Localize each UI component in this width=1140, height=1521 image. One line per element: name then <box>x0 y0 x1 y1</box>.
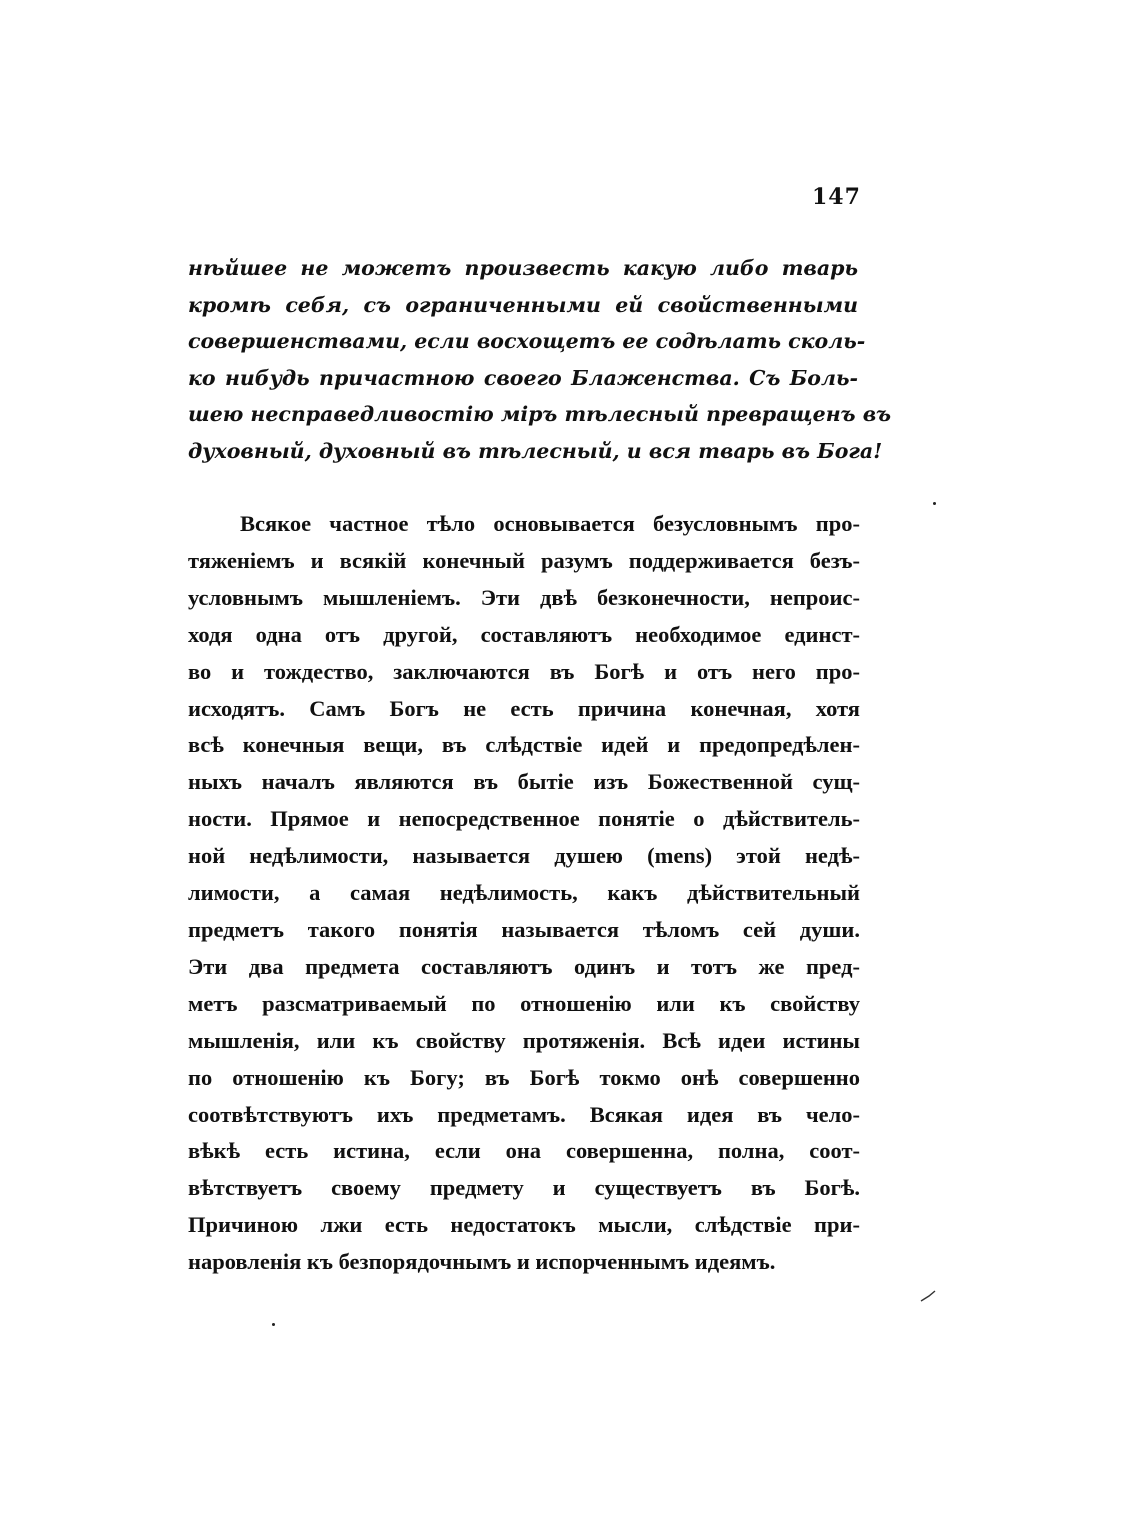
text-line: всѣ конечныя вещи, въ слѣдствіе идей и предопредѣлен- <box>188 732 860 758</box>
text-line: тяженіемъ и всякій конечный разумъ поддерживается безъ- <box>188 547 860 573</box>
scan-speck <box>272 1323 275 1326</box>
scan-mark-icon <box>920 1290 936 1302</box>
text-line: Причиною лжи есть недостатокъ мысли, слѣдствіе при- <box>188 1212 860 1238</box>
text-line: условнымъ мышленіемъ. Эти двѣ безконечности, непроис- <box>188 584 860 610</box>
text-line: мышленія, или къ свойству протяженія. Всѣ идеи истины <box>188 1027 860 1053</box>
text-line: во и тождество, заключаются въ Богѣ и отъ него про- <box>188 658 860 684</box>
text-line: духовный, духовный въ тѣлесный, и вся тварь въ Бога! <box>188 438 883 463</box>
text-line: кромѣ себя, съ ограниченными ей свойственными <box>188 292 858 317</box>
text-line: ходя одна отъ другой, составляютъ необходимое единст- <box>188 621 860 647</box>
text-line: Всякое частное тѣло основывается безусловнымъ про- <box>240 511 860 536</box>
italic-paragraph <box>188 250 892 469</box>
text-line: наровленія къ безпорядочнымъ и испорченнымъ идеямъ. <box>188 1249 776 1275</box>
text-line: ко нибудь причастною своего Блаженства. Съ Боль- <box>188 365 858 390</box>
text-line: совершенствами, если восхощетъ ее содѣлать сколь- <box>188 329 866 353</box>
text-line: шею несправедливостію міръ тѣлесный превращенъ въ <box>188 402 892 426</box>
text-line: Эти два предмета составляютъ одинъ и тотъ же пред- <box>188 953 860 979</box>
text-line: по отношенію къ Богу; въ Богѣ токмо онѣ совершенно <box>188 1064 860 1090</box>
text-line: метъ разсматриваемый по отношенію или къ свойству <box>188 990 860 1016</box>
text-line: лимости, а самая недѣлимость, какъ дѣйствительный <box>188 880 860 906</box>
text-line: вѣтствуетъ своему предмету и существуетъ въ Богѣ. <box>188 1175 860 1201</box>
text-line: соотвѣтствуютъ ихъ предметамъ. Всякая идея въ чело- <box>188 1101 860 1127</box>
scan-speck <box>933 502 936 505</box>
page-number: 147 <box>812 184 861 210</box>
text-line: нѣйшее не можетъ произвесть какую либо тварь <box>188 256 858 280</box>
text-line: вѣкѣ есть истина, если она совершенна, полна, соот- <box>188 1138 860 1164</box>
main-paragraph <box>188 506 860 1281</box>
text-line: исходятъ. Самъ Богъ не есть причина конечная, хотя <box>188 695 860 721</box>
text-line: ныхъ началъ являются въ бытіе изъ Божественной сущ- <box>188 769 860 795</box>
text-line: ной недѣлимости, называется душею (mens) этой недѣ- <box>188 843 860 869</box>
text-line: ности. Прямое и непосредственное понятіе о дѣйствитель- <box>188 806 860 832</box>
text-line: предметъ такого понятія называется тѣломъ сей души. <box>188 916 860 942</box>
